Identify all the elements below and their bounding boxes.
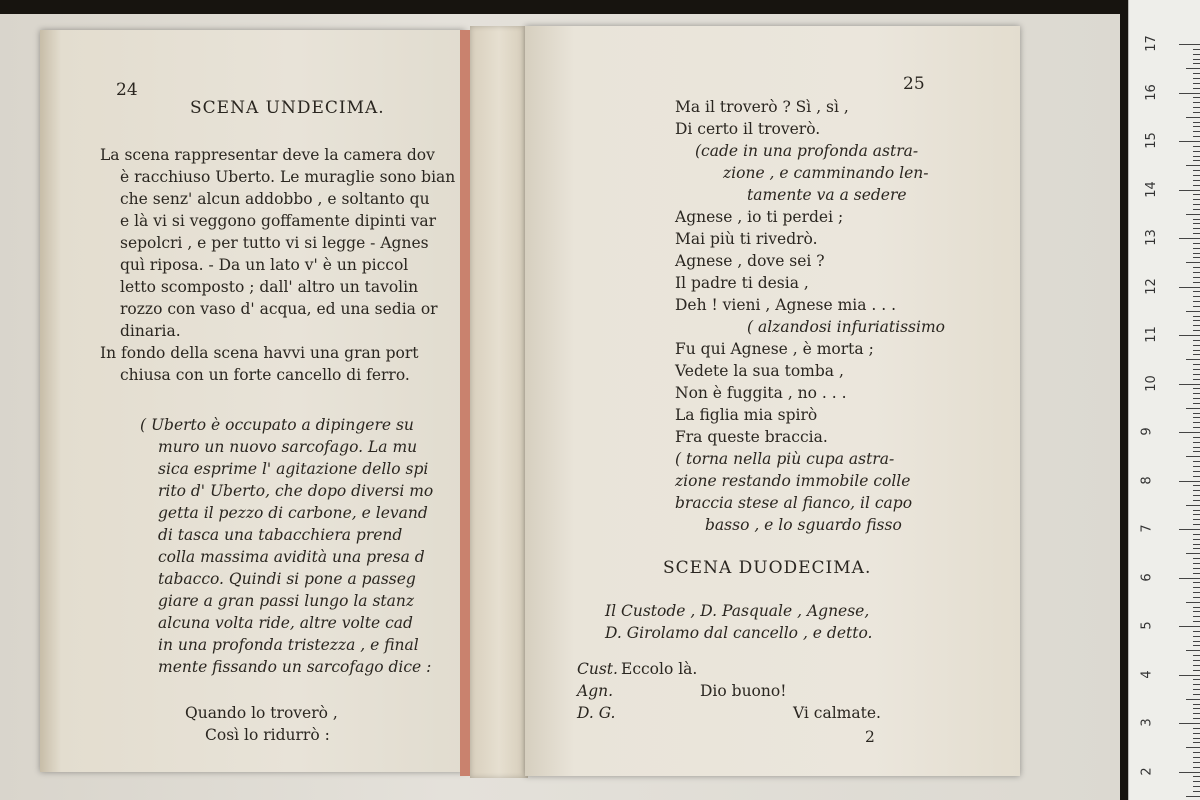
ruler-tick [1193,204,1200,205]
verse-line: Fra queste braccia. [675,428,828,446]
ruler-label: 5 [1139,621,1155,630]
ruler-tick [1193,257,1200,258]
ruler-tick [1193,413,1200,414]
ruler-tick [1193,510,1200,511]
stage-direction-line: zione restando immobile colle [675,472,911,490]
ruler-tick [1193,146,1200,147]
ruler-tick [1186,747,1200,748]
character-list-line: Il Custode , D. Pasquale , Agnese, [605,602,870,620]
ruler-tick [1193,704,1200,705]
ruler-tick [1193,175,1200,176]
ruler-tick [1193,291,1200,292]
ruler-tick [1193,345,1200,346]
dialogue-text: Eccolo là. [621,660,698,678]
ruler-tick [1186,408,1200,409]
ruler-tick [1193,461,1200,462]
ruler-tick [1193,340,1200,341]
ruler-tick [1193,107,1200,108]
ruler-tick [1193,427,1200,428]
ruler-label: 11 [1143,326,1159,343]
ruler-tick [1193,233,1200,234]
ruler-tick [1186,68,1200,69]
verse-line: Deh ! vieni , Agnese mia . . . [675,296,897,314]
ruler-tick [1193,97,1200,98]
ruler-tick [1193,194,1200,195]
ruler-tick [1193,539,1200,540]
ruler-label: 14 [1143,180,1159,198]
stage-direction-line: di tasca una tabacchiera prend [158,526,403,544]
ruler-tick [1193,403,1200,404]
ruler-tick [1193,767,1200,768]
ruler-tick [1193,791,1200,792]
ruler-tick [1193,170,1200,171]
stage-direction-line: zione , e camminando len- [723,164,929,182]
ruler-tick [1193,282,1200,283]
verse-line: Agnese , dove sei ? [675,252,825,270]
ruler-tick [1193,592,1200,593]
ruler-tick [1193,374,1200,375]
ruler-tick [1193,738,1200,739]
ruler-tick [1193,476,1200,477]
ruler-label: 13 [1143,229,1159,246]
ruler-tick [1193,126,1200,127]
ruler-label: 12 [1143,277,1159,295]
ruler-tick [1186,214,1200,215]
ruler-tick [1193,447,1200,448]
ruler-tick [1193,519,1200,520]
ruler-tick [1193,369,1200,370]
page-number-right: 25 [903,74,925,94]
ruler-tick [1179,675,1200,676]
stage-direction-line: (cade in una profonda astra- [695,142,919,160]
ruler-tick [1179,384,1200,385]
ruler-tick [1193,325,1200,326]
ruler-tick [1193,660,1200,661]
ruler-tick [1193,442,1200,443]
ruler-tick [1193,102,1200,103]
verse-line: Agnese , io ti perdei ; [675,208,844,226]
ruler-tick [1193,78,1200,79]
ruler-tick [1193,122,1200,123]
description-line: che senz' alcun addobbo , e soltanto qu [120,190,430,208]
ruler-tick [1193,563,1200,564]
ruler-tick [1193,393,1200,394]
ruler-tick [1193,330,1200,331]
ruler-tick [1193,267,1200,268]
ruler-tick [1193,180,1200,181]
ruler-tick [1193,485,1200,486]
description-line: letto scomposto ; dall' altro un tavolin [120,278,419,296]
ruler-tick [1186,553,1200,554]
ruler-tick [1193,379,1200,380]
ruler-tick [1193,786,1200,787]
ruler-tick [1186,602,1200,603]
stage-direction-line: giare a gran passi lungo la stanz [158,592,415,610]
ruler-tick [1193,708,1200,709]
ruler-tick [1193,490,1200,491]
ruler-tick [1179,335,1200,336]
ruler-tick [1193,548,1200,549]
ruler-label: 8 [1139,475,1155,485]
verse-line: Così lo ridurrò : [205,726,330,744]
ruler-tick [1186,359,1200,360]
description-line: dinaria. [120,322,181,340]
ruler-tick [1193,500,1200,501]
ruler-tick [1179,44,1200,45]
ruler-label: 9 [1139,427,1155,436]
verse-line: Il padre ti desia , [675,274,809,292]
description-line: rozzo con vaso d' acqua, ed una sedia or [120,300,438,318]
ruler-tick [1186,456,1200,457]
ruler-tick [1193,781,1200,782]
ruler-tick [1186,505,1200,506]
ruler-tick [1193,209,1200,210]
ruler-tick [1193,277,1200,278]
ruler-tick [1193,757,1200,758]
ruler-tick [1193,228,1200,229]
dialogue-text: Vi calmate. [793,704,881,722]
measurement-ruler [1128,0,1200,800]
ruler-tick [1193,253,1200,254]
ruler-tick [1193,544,1200,545]
ruler-tick [1193,320,1200,321]
ruler-tick [1186,262,1200,263]
ruler-tick [1193,752,1200,753]
speaker-name: Cust. [577,660,618,678]
ruler-tick [1179,529,1200,530]
page-number-left: 24 [116,80,138,100]
ruler-tick [1179,190,1200,191]
ruler-tick [1193,83,1200,84]
ruler-tick [1179,723,1200,724]
verse-line: Mai più ti rivedrò. [675,230,818,248]
ruler-tick [1193,151,1200,152]
stage-direction-line: braccia stese al fianco, il capo [675,494,913,512]
ruler-tick [1193,422,1200,423]
ruler-tick [1186,165,1200,166]
ruler-tick [1193,54,1200,55]
ruler-tick [1193,63,1200,64]
ruler-tick [1179,578,1200,579]
ruler-label: 4 [1139,669,1155,679]
ruler-tick [1193,679,1200,680]
ruler-tick [1193,733,1200,734]
ruler-label: 10 [1143,374,1159,392]
ruler-tick [1193,670,1200,671]
spine-binding-strip [460,30,470,776]
ruler-tick [1193,568,1200,569]
ruler-tick [1193,495,1200,496]
ruler-tick [1193,223,1200,224]
ruler-tick [1193,694,1200,695]
ruler-tick [1193,597,1200,598]
stage-direction-line: ( alzandosi infuriatissimo [747,318,946,336]
ruler-tick [1193,88,1200,89]
ruler-tick [1193,524,1200,525]
ruler-tick [1179,238,1200,239]
book-gutter [470,26,528,778]
ruler-tick [1193,219,1200,220]
ruler-tick [1193,160,1200,161]
ruler-tick [1193,713,1200,714]
ruler-tick [1193,611,1200,612]
ruler-tick [1193,388,1200,389]
scene-heading-left: SCENA UNDECIMA. [190,98,385,118]
ruler-tick [1193,272,1200,273]
ruler-tick [1193,514,1200,515]
ruler-tick [1193,301,1200,302]
verse-line: Non è fuggita , no . . . [675,384,847,402]
stage-direction-line: getta il pezzo di carbone, e levand [158,504,428,522]
right-page [525,26,1020,776]
dialogue-text: Dio buono! [700,682,787,700]
left-page [40,30,465,772]
description-line: sepolcri , e per tutto vi si legge - Agnes [120,234,429,252]
ruler-tick [1193,49,1200,50]
description-line: In fondo della scena havvi una gran port [100,344,419,362]
description-line: e là vi si veggono goffamente dipinti var [120,212,437,230]
stage-direction-line: basso , e lo sguardo fisso [705,516,902,534]
ruler-tick [1179,141,1200,142]
ruler-tick [1193,616,1200,617]
ruler-tick [1193,185,1200,186]
ruler-tick [1193,621,1200,622]
ruler-tick [1193,665,1200,666]
stage-direction-line: tabacco. Quindi si pone a passeg [158,570,416,588]
ruler-tick [1193,776,1200,777]
stage-direction-line: muro un nuovo sarcofago. La mu [158,438,418,456]
ruler-tick [1193,607,1200,608]
description-line: chiusa con un forte cancello di ferro. [120,366,410,384]
ruler-tick [1179,481,1200,482]
speaker-name: Agn. [577,682,614,700]
ruler-tick [1186,650,1200,651]
ruler-tick [1186,699,1200,700]
ruler-label: 2 [1139,766,1155,776]
scene-heading-right: SCENA DUODECIMA. [663,558,872,578]
ruler-tick [1179,626,1200,627]
ruler-label: 6 [1139,572,1155,582]
ruler-tick [1193,156,1200,157]
verse-line: Vedete la sua tomba , [675,362,844,380]
stage-direction-line: colla massima avidità una presa d [158,548,425,566]
verse-line: Quando lo troverò , [185,704,338,722]
ruler-tick [1193,655,1200,656]
ruler-tick [1193,631,1200,632]
ruler-tick [1193,573,1200,574]
speaker-name: D. G. [577,704,616,722]
ruler-tick [1193,451,1200,452]
ruler-label: 16 [1143,83,1159,101]
ruler-tick [1179,287,1200,288]
ruler-tick [1193,296,1200,297]
ruler-tick [1193,762,1200,763]
stage-direction-line: tamente va a sedere [747,186,907,204]
ruler-tick [1193,364,1200,365]
stage-direction-line: ( torna nella più cupa astra- [675,450,895,468]
ruler-tick [1193,112,1200,113]
stage-direction-line: in una profonda tristezza , e final [158,636,419,654]
ruler-tick [1193,350,1200,351]
stage-direction-line: rito d' Uberto, che dopo diversi mo [158,482,434,500]
ruler-tick [1193,471,1200,472]
ruler-tick [1186,117,1200,118]
ruler-tick [1193,582,1200,583]
ruler-tick [1193,689,1200,690]
ruler-tick [1193,248,1200,249]
ruler-tick [1186,796,1200,797]
ruler-tick [1193,73,1200,74]
ruler-tick [1193,136,1200,137]
ruler-tick [1193,587,1200,588]
ruler-tick [1193,534,1200,535]
ruler-tick [1193,354,1200,355]
ruler-tick [1193,684,1200,685]
ruler-tick [1186,311,1200,312]
ruler-tick [1179,93,1200,94]
ruler-tick [1193,645,1200,646]
stage-direction-line: alcuna volta ride, altre volte cad [158,614,413,632]
ruler-label: 17 [1143,35,1159,52]
ruler-label: 15 [1143,132,1159,149]
ruler-tick [1193,558,1200,559]
signature-mark: 2 [865,728,875,746]
ruler-tick [1193,742,1200,743]
ruler-tick [1179,432,1200,433]
stage-direction-line: mente fissando un sarcofago dice : [158,658,432,676]
stage-direction-line: sica esprime l' agitazione dello spi [158,460,429,478]
ruler-tick [1193,417,1200,418]
ruler-tick [1193,306,1200,307]
ruler-tick [1193,728,1200,729]
description-line: quì riposa. - Da un lato v' è un piccol [120,256,409,274]
ruler-tick [1193,437,1200,438]
ruler-tick [1193,718,1200,719]
ruler-tick [1193,59,1200,60]
verse-line: Di certo il troverò. [675,120,821,138]
description-line: è racchiuso Uberto. Le muraglie sono bian [120,168,456,186]
character-list-line: D. Girolamo dal cancello , e detto. [605,624,873,642]
ruler-tick [1193,316,1200,317]
ruler-tick [1193,636,1200,637]
ruler-tick [1193,199,1200,200]
ruler-tick [1179,772,1200,773]
description-line: La scena rappresentar deve la camera dov [100,146,435,164]
ruler-tick [1193,466,1200,467]
ruler-tick [1193,243,1200,244]
ruler-tick [1193,131,1200,132]
verse-line: Fu qui Agnese , è morta ; [675,340,874,358]
ruler-label: 3 [1139,718,1155,727]
verse-line: Ma il troverò ? Sì , sì , [675,98,849,116]
ruler-tick [1193,398,1200,399]
stage-direction-line: ( Uberto è occupato a dipingere su [140,416,414,434]
ruler-tick [1193,641,1200,642]
ruler-label: 7 [1139,524,1155,533]
verse-line: La figlia mia spirò [675,406,818,424]
